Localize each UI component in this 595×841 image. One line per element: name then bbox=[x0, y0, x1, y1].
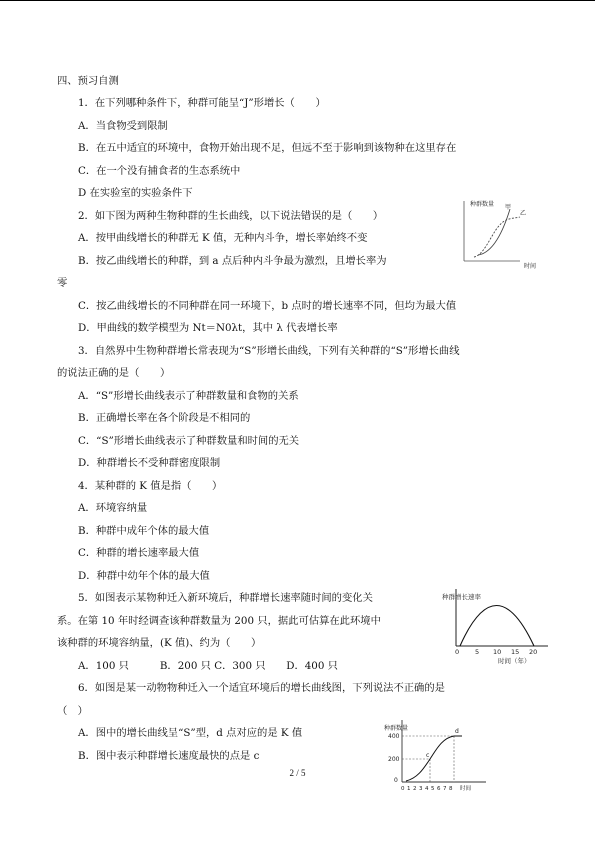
fig3-xt-2: 2 bbox=[413, 786, 417, 792]
q3-option-d: D．种群增长不受种群密度限制 bbox=[78, 457, 221, 469]
question-4: 4．某种群的 K 值是指（ ） bbox=[78, 480, 223, 492]
figure-growth-curves bbox=[450, 195, 545, 270]
fig3-xt-5: 5 bbox=[431, 786, 435, 792]
fig2-tick-0: 0 bbox=[455, 648, 460, 656]
section-heading: 四、预习自测 bbox=[57, 75, 119, 87]
figure-s-curve bbox=[382, 712, 494, 792]
fig1-curve-yi bbox=[474, 217, 520, 257]
question-5-cont-1: 系。在第 10 年时经调查该种群数量为 200 只，据此可估算在此环境中 bbox=[57, 615, 381, 627]
fig2-curve bbox=[460, 606, 534, 647]
question-5: 5．如图表示某物种迁入新环境后，种群增长速率随时间的变化关 bbox=[78, 592, 373, 604]
q4-option-a: A．环境容纳量 bbox=[78, 502, 148, 514]
fig3-point-d: d bbox=[455, 728, 459, 735]
fig3-xt-4: 4 bbox=[425, 786, 429, 792]
fig3-tick-400: 400 bbox=[388, 733, 400, 740]
q2-option-b-cont: 零 bbox=[57, 277, 68, 289]
fig3-xt-1: 1 bbox=[407, 786, 411, 792]
fig1-y-label: 种群数量 bbox=[470, 201, 495, 208]
q3-option-c: C．“S”形增长曲线表示了种群数量和时间的无关 bbox=[78, 435, 300, 447]
question-5-cont-2: 该种群的环境容纳量，(K 值)、约为（ ） bbox=[57, 637, 262, 649]
fig2-tick-5: 5 bbox=[475, 648, 480, 656]
top-rule bbox=[0, 0, 595, 1]
figure-growth-rate bbox=[438, 583, 553, 665]
q5-options: A．100 只 B．200 只 C．300 只 D．400 只 bbox=[78, 660, 338, 672]
fig3-x-label: 时间 bbox=[460, 786, 472, 792]
q6-option-a: A．图中的增长曲线呈“S”型，d 点对应的是 K 值 bbox=[78, 727, 303, 739]
fig3-xt-6: 6 bbox=[437, 786, 441, 792]
q3-option-a: A．“S”形增长曲线表示了种群数量和食物的关系 bbox=[78, 390, 299, 402]
q3-option-b: B．正确增长率在各个阶段是不相同的 bbox=[78, 412, 251, 424]
q4-option-b: B．种群中成年个体的最大值 bbox=[78, 525, 210, 537]
question-6-cont: （ ） bbox=[57, 705, 88, 717]
question-3: 3．自然界中生物种群增长常表现为“S”形增长曲线，下列有关种群的“S”形增长曲线 bbox=[78, 345, 460, 357]
fig3-xt-0: 0 bbox=[401, 786, 405, 792]
q1-option-b: B．在五中适宜的环境中，食物开始出现不足，但远不至于影响到该物种在这里存在 bbox=[78, 142, 457, 154]
q6-option-b: B．图中表示种群增长速度最快的点是 c bbox=[78, 750, 260, 762]
fig3-xt-8: 8 bbox=[449, 786, 453, 792]
question-1: 1．在下列哪种条件下，种群可能呈“J”形增长（ ） bbox=[78, 97, 326, 109]
fig1-x-label: 时间 bbox=[524, 263, 537, 270]
fig3-tick-y0: 0 bbox=[394, 777, 398, 784]
q2-option-c: C．按乙曲线增长的不同种群在同一环境下，b 点时的增长速率不同，但均为最大值 bbox=[78, 300, 457, 312]
fig2-y-label: 种群增长速率 bbox=[442, 593, 481, 601]
fig3-xt-3: 3 bbox=[419, 786, 423, 792]
question-3-cont: 的说法正确的是（ ） bbox=[57, 367, 171, 379]
fig3-point-c: c bbox=[426, 752, 430, 759]
fig1-label-yi: 乙 bbox=[520, 210, 527, 217]
q2-option-d: D．甲曲线的数学模型为 Nt＝N0λt，其中 λ 代表增长率 bbox=[78, 322, 338, 334]
q2-option-a: A．按甲曲线增长的种群无 K 值，无种内斗争，增长率始终不变 bbox=[78, 232, 368, 244]
page-number: 2 / 5 bbox=[289, 768, 306, 778]
fig1-label-jia: 甲 bbox=[505, 204, 512, 211]
fig2-x-label: 时间（年） bbox=[498, 657, 531, 665]
q1-option-c: C．在一个没有捕食者的生态系统中 bbox=[78, 165, 241, 177]
q1-option-a: A．当食物受到限制 bbox=[78, 120, 168, 132]
fig3-tick-200: 200 bbox=[388, 756, 400, 763]
fig3-xt-7: 7 bbox=[443, 786, 447, 792]
question-2: 2．如下图为两种生物种群的生长曲线，以下说法错误的是（ ） bbox=[78, 210, 384, 222]
fig2-tick-15: 15 bbox=[511, 648, 520, 656]
q4-option-d: D．种群中幼年个体的最大值 bbox=[78, 570, 210, 582]
q4-option-c: C．种群的增长速率最大值 bbox=[78, 547, 200, 559]
fig3-y-label: 种群数量 bbox=[384, 725, 409, 732]
fig2-tick-10: 10 bbox=[493, 648, 502, 656]
q2-option-b: B．按乙曲线增长的种群，到 a 点后种内斗争最为激烈，且增长率为 bbox=[78, 255, 387, 267]
fig2-tick-20: 20 bbox=[529, 648, 538, 656]
q1-option-d: D 在实验室的实验条件下 bbox=[78, 187, 193, 199]
question-6: 6．如图是某一动物物种迁入一个适宜环境后的增长曲线图，下列说法不正确的是 bbox=[78, 682, 445, 694]
